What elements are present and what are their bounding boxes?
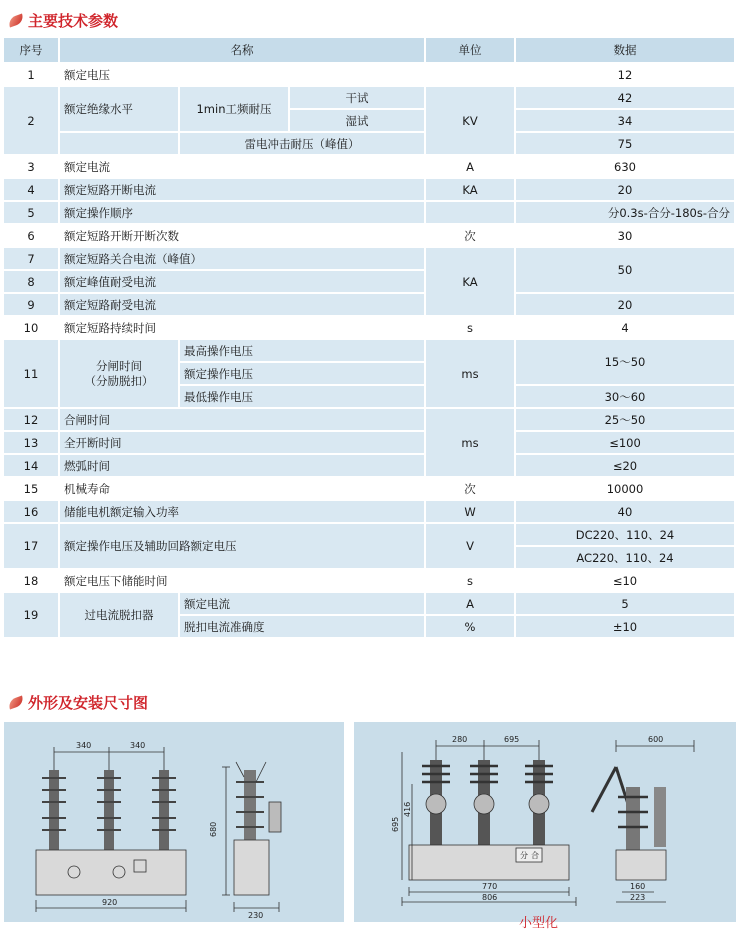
- table-row: [4, 340, 736, 363]
- table-row: [4, 570, 736, 593]
- row-unit: ms: [426, 409, 516, 478]
- dim-920: 920: [102, 898, 118, 907]
- row-data: ±10: [516, 616, 736, 639]
- drawing-panel-right: [354, 722, 736, 922]
- row-data: 40: [516, 501, 736, 524]
- row-unit: [426, 202, 516, 225]
- table-row: [4, 202, 736, 225]
- header-data: 数据: [516, 38, 736, 64]
- table-row: [4, 133, 736, 156]
- table-row: [4, 478, 736, 501]
- dim-695-side: 695: [391, 816, 400, 832]
- dim-160: 160: [630, 882, 646, 891]
- row-name: 额定短路关合电流（峰值）: [60, 248, 426, 271]
- row-sub-name: 额定电流: [180, 593, 426, 616]
- row-name: 额定电压下储能时间: [60, 570, 426, 593]
- row-data: 10000: [516, 478, 736, 501]
- dim-340-b: 340: [130, 741, 146, 750]
- drawing-panel-left: [4, 722, 344, 922]
- header-name: 名称: [60, 38, 426, 64]
- row-name: 额定操作电压及辅助回路额定电压: [60, 524, 426, 570]
- row-wet-test: 湿试: [290, 110, 426, 133]
- table-row: [4, 317, 736, 340]
- header-no: 序号: [4, 38, 60, 64]
- row-no: 10: [4, 317, 60, 340]
- row-unit: [426, 64, 516, 87]
- row-no: 19: [4, 593, 60, 639]
- row-data: 30～60: [516, 386, 736, 409]
- table-row: [4, 455, 736, 478]
- breaker-drawing-right: [354, 722, 736, 922]
- row-data: 34: [516, 110, 736, 133]
- table-header-row: [4, 38, 736, 64]
- row-sub-name: 最低操作电压: [180, 386, 426, 409]
- breaker-drawing-left: [4, 722, 344, 922]
- row-name: 储能电机额定输入功率: [60, 501, 426, 524]
- drawing-heading: [8, 692, 148, 713]
- dim-230: 230: [248, 911, 264, 920]
- row-name: 额定短路开断开断次数: [60, 225, 426, 248]
- row-name: 额定峰值耐受电流: [60, 271, 426, 294]
- row-data: ≤100: [516, 432, 736, 455]
- table-row: [4, 501, 736, 524]
- dim-223: 223: [630, 893, 646, 902]
- dim-280: 280: [452, 735, 468, 744]
- row-no: 5: [4, 202, 60, 225]
- label-he: 合: [531, 851, 539, 860]
- row-unit: s: [426, 317, 516, 340]
- row-name: 燃弧时间: [60, 455, 426, 478]
- dim-340-a: 340: [76, 741, 92, 750]
- row-data: 15～50: [516, 340, 736, 386]
- row-no: 8: [4, 271, 60, 294]
- row-data: ≤10: [516, 570, 736, 593]
- row-dry-test: 干试: [290, 87, 426, 110]
- row-data: 25～50: [516, 409, 736, 432]
- drawing-heading-text: 外形及安装尺寸图: [28, 694, 149, 712]
- table-row: [4, 87, 736, 110]
- row-name: 额定短路耐受电流: [60, 294, 426, 317]
- row-no: 6: [4, 225, 60, 248]
- table-row: [4, 225, 736, 248]
- spec-heading-text: 主要技术参数: [28, 12, 119, 30]
- row-data: 20: [516, 179, 736, 202]
- row-no: 17: [4, 524, 60, 570]
- leaf-icon: [7, 14, 25, 28]
- row-sub-name: 最高操作电压: [180, 340, 426, 363]
- table-row: [4, 524, 736, 547]
- row-name: 合闸时间: [60, 409, 426, 432]
- row-name-line1: 分闸时间: [96, 358, 142, 373]
- row-name: 额定操作顺序: [60, 202, 426, 225]
- leaf-icon: [7, 696, 25, 710]
- dim-416: 416: [403, 801, 412, 817]
- row-unit: ms: [426, 340, 516, 409]
- table-row: [4, 179, 736, 202]
- row-name: [60, 340, 180, 409]
- row-data: 5: [516, 593, 736, 616]
- row-unit: A: [426, 593, 516, 616]
- row-no: 1: [4, 64, 60, 87]
- table-row: [4, 248, 736, 271]
- row-no: 9: [4, 294, 60, 317]
- row-data: AC220、110、24: [516, 547, 736, 570]
- row-sub-name: 1min工频耐压: [180, 87, 290, 133]
- row-name-line2: （分励脱扣）: [84, 373, 154, 388]
- row-data: ≤20: [516, 455, 736, 478]
- row-unit: A: [426, 156, 516, 179]
- row-name: 额定电压: [60, 64, 426, 87]
- row-no: 14: [4, 455, 60, 478]
- row-no: 15: [4, 478, 60, 501]
- row-data: 4: [516, 317, 736, 340]
- row-data: 42: [516, 87, 736, 110]
- row-name: 额定绝缘水平: [60, 87, 180, 133]
- row-data: DC220、110、24: [516, 524, 736, 547]
- dim-695-top: 695: [504, 735, 520, 744]
- table-row: [4, 156, 736, 179]
- spec-heading: [8, 10, 118, 31]
- row-name: 全开断时间: [60, 432, 426, 455]
- label-fen: 分: [520, 851, 528, 860]
- row-unit: %: [426, 616, 516, 639]
- row-unit: KV: [426, 87, 516, 156]
- row-unit: 次: [426, 225, 516, 248]
- row-lightning: 雷电冲击耐压（峰值）: [180, 133, 426, 156]
- row-no: 12: [4, 409, 60, 432]
- row-name: 额定短路开断电流: [60, 179, 426, 202]
- row-unit: s: [426, 570, 516, 593]
- row-data: 75: [516, 133, 736, 156]
- row-unit: 次: [426, 478, 516, 501]
- dim-600: 600: [648, 735, 664, 744]
- row-no: 3: [4, 156, 60, 179]
- row-no: 13: [4, 432, 60, 455]
- row-data: 分0.3s-合分-180s-合分: [516, 202, 736, 225]
- row-no: 2: [4, 87, 60, 156]
- spec-table: [4, 38, 736, 639]
- row-name: 额定短路持续时间: [60, 317, 426, 340]
- row-unit: KA: [426, 179, 516, 202]
- row-blank: [60, 133, 180, 156]
- caption-compact: 小型化: [519, 916, 559, 931]
- table-row: [4, 432, 736, 455]
- row-name: 过电流脱扣器: [60, 593, 180, 639]
- row-data: 30: [516, 225, 736, 248]
- row-data: 50: [516, 248, 736, 294]
- table-row: [4, 64, 736, 87]
- row-no: 7: [4, 248, 60, 271]
- header-unit: 单位: [426, 38, 516, 64]
- row-no: 16: [4, 501, 60, 524]
- table-row: [4, 409, 736, 432]
- dim-770: 770: [482, 882, 498, 891]
- row-unit: W: [426, 501, 516, 524]
- row-data: 12: [516, 64, 736, 87]
- row-name: 额定电流: [60, 156, 426, 179]
- row-data: 20: [516, 294, 736, 317]
- row-unit: KA: [426, 248, 516, 317]
- row-unit: V: [426, 524, 516, 570]
- table-row: [4, 593, 736, 616]
- table-row: [4, 294, 736, 317]
- row-no: 18: [4, 570, 60, 593]
- dim-806: 806: [482, 893, 498, 902]
- dim-680: 680: [209, 821, 218, 837]
- row-sub-name: 脱扣电流准确度: [180, 616, 426, 639]
- row-sub-name: 额定操作电压: [180, 363, 426, 386]
- row-name: 机械寿命: [60, 478, 426, 501]
- row-no: 4: [4, 179, 60, 202]
- row-data: 630: [516, 156, 736, 179]
- row-no: 11: [4, 340, 60, 409]
